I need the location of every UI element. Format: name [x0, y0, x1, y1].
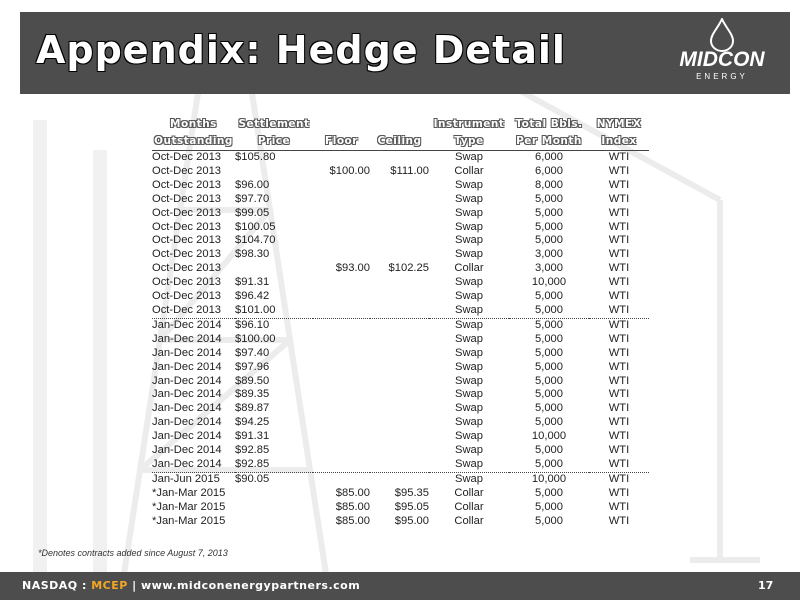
- table-row: [152, 151, 649, 165]
- cell-months: Jan-Dec 2014: [152, 416, 222, 429]
- table-row: [152, 221, 649, 235]
- cell-type: Swap: [429, 472, 509, 486]
- cell-floor: [313, 333, 370, 347]
- cell-ceiling: $95.05: [394, 500, 429, 513]
- cell-ceiling: [370, 333, 429, 347]
- cell-bbls: 5,000: [535, 332, 563, 345]
- header-index: Index: [589, 133, 649, 151]
- table-row: [152, 179, 649, 193]
- cell-index: WTI: [608, 388, 630, 401]
- cell-bbls: 5,000: [535, 444, 563, 457]
- cell-ceiling: [370, 416, 429, 430]
- cell-bbls: 5,000: [535, 234, 563, 247]
- cell-price: $96.00: [235, 178, 270, 191]
- cell-floor: [313, 179, 370, 193]
- cell-index: WTI: [608, 416, 630, 429]
- footer-text: [22, 579, 360, 592]
- header-outstanding: Outstanding: [152, 133, 235, 151]
- header-total-bbls: Total Bbls.: [515, 118, 583, 130]
- cell-bbls: 10,000: [509, 472, 589, 486]
- cell-index: WTI: [608, 220, 630, 233]
- midcon-logo: [662, 18, 782, 90]
- cell-bbls: 3,000: [535, 262, 563, 275]
- cell-index: WTI: [608, 234, 630, 247]
- cell-floor: [313, 318, 370, 332]
- cell-type: Swap: [429, 318, 509, 332]
- cell-ceiling: [370, 458, 429, 472]
- cell-floor: [313, 375, 370, 389]
- cell-ceiling: [370, 444, 429, 458]
- cell-months: Jan-Dec 2014: [152, 402, 222, 415]
- cell-bbls: 5,000: [535, 514, 563, 527]
- cell-price: [235, 262, 313, 276]
- cell-price: $92.85: [235, 457, 270, 470]
- cell-price: $96.42: [235, 290, 270, 303]
- header-ceiling: Ceiling: [370, 133, 429, 151]
- cell-type: Swap: [455, 444, 483, 457]
- cell-price: $90.05: [235, 472, 313, 486]
- cell-ceiling: [370, 193, 429, 207]
- table-row: [152, 402, 649, 416]
- cell-months: Oct-Dec 2013: [152, 192, 222, 205]
- cell-type: Swap: [455, 234, 483, 247]
- cell-bbls: 5,000: [535, 360, 563, 373]
- cell-floor: [313, 193, 370, 207]
- cell-ceiling: [370, 361, 429, 375]
- cell-index: WTI: [608, 192, 630, 205]
- cell-floor: [313, 458, 370, 472]
- cell-type: Collar: [454, 500, 484, 513]
- cell-type: Swap: [455, 332, 483, 345]
- cell-months: Oct-Dec 2013: [152, 248, 222, 261]
- cell-bbls: 5,000: [535, 457, 563, 470]
- cell-bbls: 8,000: [535, 178, 563, 191]
- cell-bbls: 5,000: [535, 220, 563, 233]
- cell-type: Swap: [455, 416, 483, 429]
- cell-floor: [313, 151, 370, 165]
- cell-type: Collar: [454, 514, 484, 527]
- table-row: [152, 472, 649, 486]
- cell-ceiling: [370, 290, 429, 304]
- cell-type: Swap: [455, 290, 483, 303]
- table-row: [152, 193, 649, 207]
- cell-type: Swap: [455, 248, 483, 261]
- header-settlement: Settlement: [238, 118, 310, 130]
- cell-months: Jan-Jun 2015: [152, 472, 235, 486]
- cell-floor: $85.00: [335, 514, 370, 527]
- header-floor: Floor: [313, 133, 370, 151]
- cell-ceiling: [370, 276, 429, 290]
- footer-ticker: MCEP: [91, 579, 128, 592]
- cell-ceiling: [370, 402, 429, 416]
- cell-price: $105.80: [235, 151, 276, 163]
- cell-type: Swap: [455, 192, 483, 205]
- header-per-month: Per Month: [509, 133, 589, 151]
- cell-index: WTI: [608, 457, 630, 470]
- cell-months: Jan-Dec 2014: [152, 388, 222, 401]
- cell-ceiling: [370, 179, 429, 193]
- cell-floor: [313, 207, 370, 221]
- cell-type: Swap: [455, 303, 483, 316]
- logo-subtitle: ENERGY: [696, 72, 748, 81]
- cell-bbls: 6,000: [535, 151, 563, 163]
- table-row: [152, 515, 649, 529]
- cell-floor: [313, 402, 370, 416]
- cell-months: *Jan-Mar 2015: [152, 514, 226, 527]
- cell-bbls: 5,000: [535, 346, 563, 359]
- cell-type: Swap: [455, 276, 483, 289]
- cell-bbls: 5,000: [535, 486, 563, 499]
- cell-floor: [313, 347, 370, 361]
- cell-months: *Jan-Mar 2015: [152, 486, 226, 499]
- cell-months: Oct-Dec 2013: [152, 276, 222, 289]
- cell-bbls: 5,000: [535, 402, 563, 415]
- cell-months: Jan-Dec 2014: [152, 332, 222, 345]
- table-row: [152, 262, 649, 276]
- cell-months: Oct-Dec 2013: [152, 178, 222, 191]
- cell-months: Jan-Dec 2014: [152, 430, 222, 443]
- cell-index: WTI: [589, 318, 649, 332]
- table-row: [152, 458, 649, 472]
- cell-type: Swap: [455, 346, 483, 359]
- cell-ceiling: [370, 248, 429, 262]
- cell-months: Oct-Dec 2013: [152, 151, 222, 163]
- cell-months: Jan-Dec 2014: [152, 374, 222, 387]
- cell-index: WTI: [608, 151, 630, 163]
- table-row: [152, 388, 649, 402]
- cell-type: Swap: [455, 388, 483, 401]
- cell-price: $89.50: [235, 374, 270, 387]
- footer-separator: |: [127, 579, 141, 592]
- cell-floor: [313, 234, 370, 248]
- cell-price: [235, 501, 313, 515]
- cell-ceiling: [370, 151, 429, 165]
- cell-floor: [313, 430, 370, 444]
- header-instrument: Instrument: [433, 118, 505, 130]
- header-empty: [313, 116, 370, 133]
- cell-type: Swap: [455, 374, 483, 387]
- cell-bbls: 3,000: [535, 248, 563, 261]
- cell-ceiling: [370, 388, 429, 402]
- table-header-row-bottom: [152, 133, 649, 151]
- cell-price: $99.05: [235, 206, 270, 219]
- cell-type: Swap: [455, 402, 483, 415]
- cell-type: Swap: [455, 430, 483, 443]
- cell-floor: [313, 221, 370, 235]
- cell-bbls: 5,000: [535, 290, 563, 303]
- cell-floor: [313, 361, 370, 375]
- cell-type: Swap: [455, 178, 483, 191]
- table-row: [152, 304, 649, 318]
- table-row: [152, 248, 649, 262]
- cell-months: Jan-Dec 2014: [152, 360, 222, 373]
- cell-floor: [313, 472, 370, 486]
- table-header-row-top: [152, 116, 649, 133]
- cell-price: $104.70: [235, 234, 276, 247]
- cell-ceiling: [370, 221, 429, 235]
- cell-ceiling: $95.00: [394, 514, 429, 527]
- cell-ceiling: [370, 375, 429, 389]
- cell-floor: $85.00: [335, 486, 370, 499]
- cell-months: Jan-Dec 2014: [152, 318, 235, 332]
- cell-index: WTI: [608, 332, 630, 345]
- cell-type: Swap: [455, 220, 483, 233]
- cell-index: WTI: [608, 500, 630, 513]
- cell-floor: $93.00: [335, 262, 370, 275]
- cell-type: Swap: [455, 360, 483, 373]
- cell-months: Oct-Dec 2013: [152, 220, 222, 233]
- cell-price: $97.96: [235, 360, 270, 373]
- cell-bbls: 5,000: [535, 192, 563, 205]
- header-price: Price: [235, 133, 313, 151]
- cell-bbls: 10,000: [531, 276, 567, 289]
- cell-index: WTI: [608, 374, 630, 387]
- cell-floor: [313, 276, 370, 290]
- table-row: [152, 444, 649, 458]
- cell-index: WTI: [608, 486, 630, 499]
- cell-type: Collar: [454, 262, 484, 275]
- cell-index: WTI: [608, 444, 630, 457]
- cell-ceiling: [370, 207, 429, 221]
- cell-bbls: 5,000: [535, 388, 563, 401]
- cell-floor: $85.00: [335, 500, 370, 513]
- cell-price: $101.00: [235, 303, 276, 316]
- cell-price: $98.30: [235, 248, 270, 261]
- cell-floor: $100.00: [329, 164, 370, 177]
- cell-months: *Jan-Mar 2015: [152, 500, 226, 513]
- cell-price: $91.31: [235, 430, 270, 443]
- cell-months: Oct-Dec 2013: [152, 303, 222, 316]
- table-row: [152, 276, 649, 290]
- cell-price: $89.35: [235, 388, 270, 401]
- cell-type: Swap: [455, 151, 483, 163]
- cell-type: Collar: [454, 486, 484, 499]
- cell-months: Jan-Dec 2014: [152, 457, 222, 470]
- table-row: [152, 361, 649, 375]
- table-row: [152, 501, 649, 515]
- table-row: [152, 333, 649, 347]
- cell-months: Jan-Dec 2014: [152, 346, 222, 359]
- cell-index: WTI: [608, 248, 630, 261]
- cell-index: WTI: [589, 472, 649, 486]
- oil-drop-icon: [706, 18, 738, 52]
- cell-ceiling: [370, 347, 429, 361]
- cell-ceiling: $95.35: [394, 486, 429, 499]
- cell-months: Jan-Dec 2014: [152, 444, 222, 457]
- cell-bbls: 5,000: [535, 206, 563, 219]
- cell-months: Oct-Dec 2013: [152, 164, 222, 177]
- cell-ceiling: $111.00: [390, 164, 429, 177]
- cell-index: WTI: [608, 206, 630, 219]
- cell-index: WTI: [608, 178, 630, 191]
- cell-months: Oct-Dec 2013: [152, 290, 222, 303]
- cell-price: [235, 487, 313, 501]
- cell-price: [235, 515, 313, 529]
- cell-ceiling: [370, 430, 429, 444]
- cell-index: WTI: [608, 402, 630, 415]
- cell-price: $100.00: [235, 332, 276, 345]
- table-row: [152, 234, 649, 248]
- table-row: [152, 430, 649, 444]
- header-type: Type: [429, 133, 509, 151]
- cell-price: $91.31: [235, 276, 270, 289]
- cell-index: WTI: [608, 164, 630, 177]
- cell-bbls: 5,000: [535, 374, 563, 387]
- cell-ceiling: [370, 472, 429, 486]
- header-months: Months: [170, 118, 217, 130]
- cell-floor: [313, 416, 370, 430]
- cell-index: WTI: [608, 262, 630, 275]
- table-row: [152, 165, 649, 179]
- cell-index: WTI: [608, 360, 630, 373]
- cell-bbls: 10,000: [531, 430, 567, 443]
- logo-wordmark: MIDCON: [679, 48, 765, 71]
- header-empty: [370, 116, 429, 133]
- cell-ceiling: $102.25: [388, 262, 429, 275]
- cell-floor: [313, 248, 370, 262]
- page-number: 17: [758, 579, 774, 592]
- cell-index: WTI: [608, 346, 630, 359]
- cell-price: [235, 165, 313, 179]
- cell-price: $100.05: [235, 220, 276, 233]
- cell-bbls: 5,000: [535, 303, 563, 316]
- page-title: Appendix: Hedge Detail: [36, 28, 566, 72]
- cell-price: $92.85: [235, 444, 270, 457]
- table-row: [152, 347, 649, 361]
- cell-floor: [313, 304, 370, 318]
- cell-months: Oct-Dec 2013: [152, 262, 222, 275]
- table-row: [152, 290, 649, 304]
- cell-type: Swap: [455, 457, 483, 470]
- cell-price: $97.40: [235, 346, 270, 359]
- cell-type: Collar: [454, 164, 484, 177]
- cell-ceiling: [370, 318, 429, 332]
- table-row: [152, 318, 649, 332]
- cell-price: $97.70: [235, 192, 270, 205]
- footnote: *Denotes contracts added since August 7, 2013: [38, 548, 228, 558]
- cell-bbls: 6,000: [535, 164, 563, 177]
- cell-floor: [313, 388, 370, 402]
- footer-website[interactable]: www.midconenergypartners.com: [141, 579, 361, 592]
- table-row: [152, 375, 649, 389]
- cell-bbls: 5,000: [535, 500, 563, 513]
- cell-index: WTI: [608, 430, 630, 443]
- cell-index: WTI: [608, 290, 630, 303]
- footer-exchange: NASDAQ :: [22, 579, 92, 592]
- cell-bbls: 5,000: [509, 318, 589, 332]
- hedge-table-body: [152, 151, 649, 529]
- cell-index: WTI: [608, 303, 630, 316]
- header-nymex: NYMEX: [596, 118, 642, 130]
- hedge-table: [152, 116, 649, 528]
- cell-months: Oct-Dec 2013: [152, 206, 222, 219]
- cell-floor: [313, 290, 370, 304]
- cell-ceiling: [370, 234, 429, 248]
- cell-ceiling: [370, 304, 429, 318]
- cell-index: WTI: [608, 276, 630, 289]
- table-row: [152, 487, 649, 501]
- cell-price: $96.10: [235, 318, 313, 332]
- cell-price: $94.25: [235, 416, 270, 429]
- cell-months: Oct-Dec 2013: [152, 234, 222, 247]
- cell-price: $89.87: [235, 402, 270, 415]
- table-row: [152, 207, 649, 221]
- cell-type: Swap: [455, 206, 483, 219]
- cell-index: WTI: [608, 514, 630, 527]
- table-row: [152, 416, 649, 430]
- cell-bbls: 5,000: [535, 416, 563, 429]
- cell-floor: [313, 444, 370, 458]
